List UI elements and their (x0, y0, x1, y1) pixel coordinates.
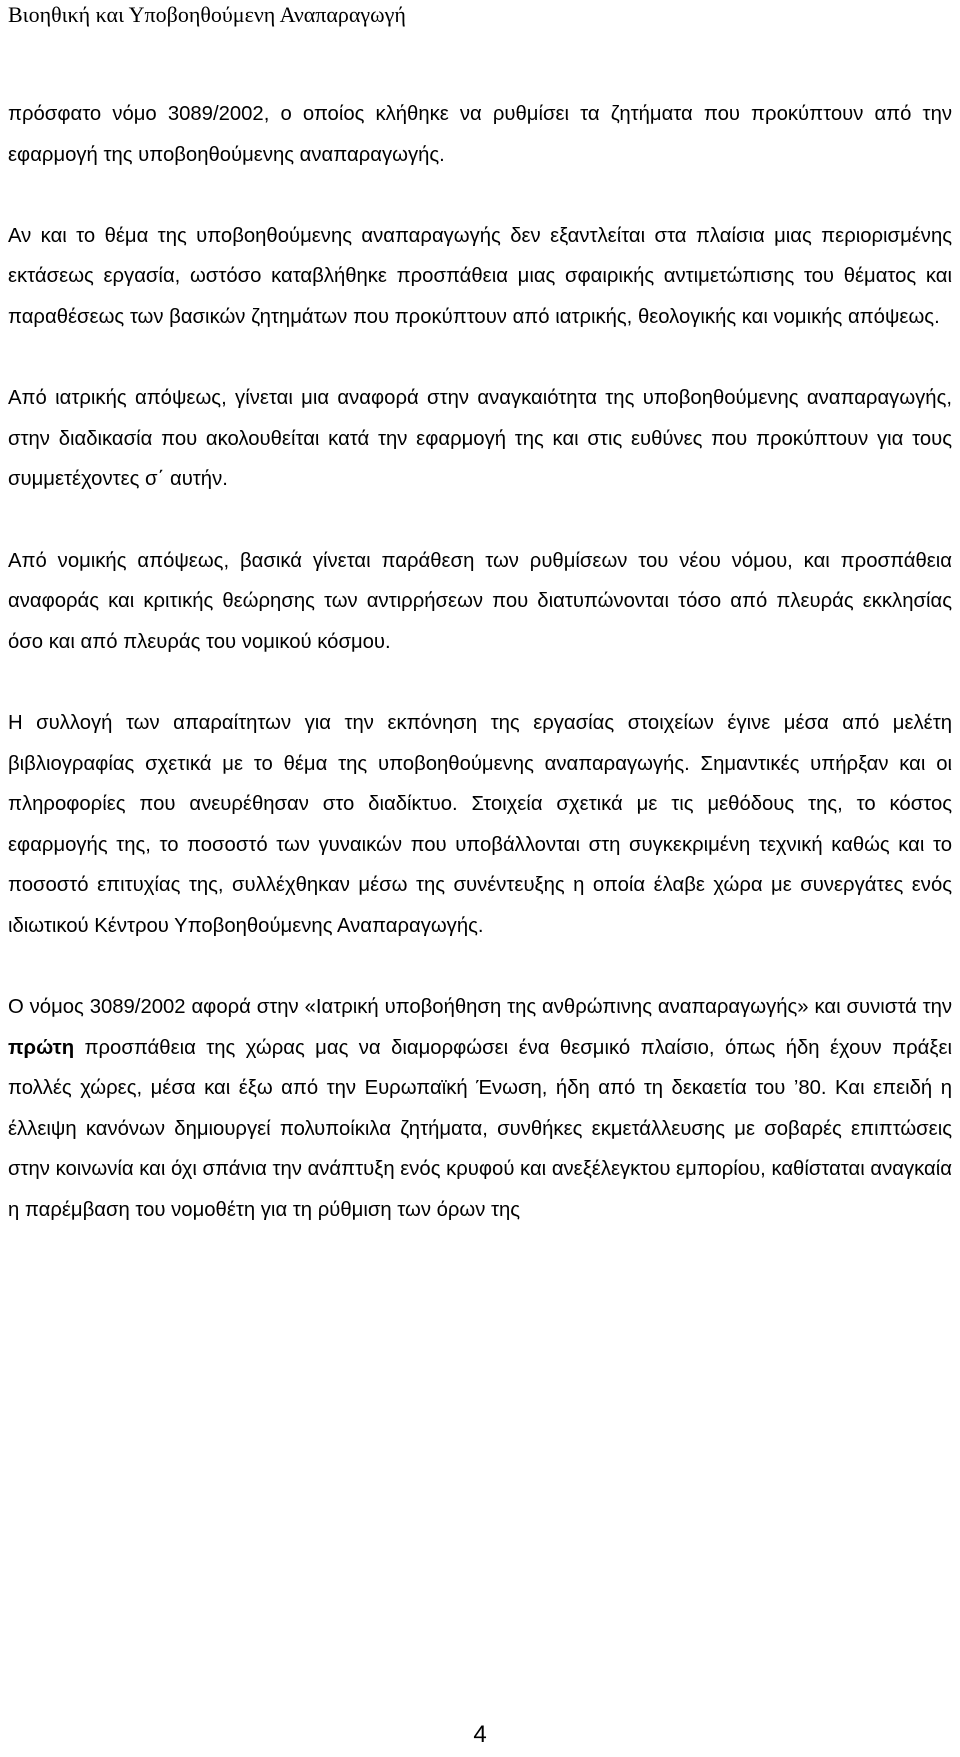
paragraph-medical-view: Από ιατρικής απόψεως, γίνεται μια αναφορά στην αναγκαιότητα της υποβοηθούμενης αναπαραγωγής, στην διαδικασία που ακολουθείται κατά την εφαρμογή της και στις ευθύνες που προκύπτουν για τους συμμετέχοντες σ΄ αυτήν. (8, 387, 952, 491)
paragraph-scope: Αν και το θέμα της υποβοηθούμενης αναπαραγωγής δεν εξαντλείται στα πλαίσια μιας περιορισμένης εκτάσεως εργασία, ωστόσο καταβλήθηκε προσπάθεια μιας σφαιρικής αντιμετώπισης του θέματος και παραθέσεως των βασικών ζητημάτων που προκύπτουν από ιατρικής, θεολογικής και νομικής απόψεως. (8, 224, 952, 328)
running-header-title: Βιοηθική και Υποβοηθούμενη Αναπαραγωγή (8, 2, 406, 27)
document-body (8, 94, 952, 1231)
paragraph-intro-continuation: πρόσφατο νόμο 3089/2002, ο οποίος κλήθηκε να ρυθμίσει τα ζητήματα που προκύπτουν από την εφαρμογή της υποβοηθούμενης αναπαραγωγής. (8, 103, 952, 166)
paragraph-legal-view: Από νομικής απόψεως, βασικά γίνεται παράθεση των ρυθμίσεων του νέου νόμου, και προσπάθεια αναφοράς και κριτικής θεώρησης των αντιρρήσεων που διατυπώνονται τόσο από πλευράς εκκλησίας όσο και από πλευράς του νομικού κόσμου. (8, 549, 952, 653)
page-number: 4 (473, 1721, 487, 1748)
law-paragraph-text-end: προσπάθεια της χώρας μας να διαμορφώσει ένα θεσμικό πλαίσιο, όπως ήδη έχουν πράξει πολλές χώρες, μέσα και έξω από την Ευρωπαϊκή Ένωση, ήδη από τη δεκαετία του ’80. Και επειδή η έλλειψη κανόνων δημιουργεί πολυποίκιλα ζητήματα, συνθήκες εκμετάλλευσης με σοβαρές επιπτώσεις στην κοινωνία και όχι σπάνια την ανάπτυξη ενός κρυφού και ανεξέλεγκτου εμπορίου, καθίσταται αναγκαία η παρέμβαση του νομοθέτη για τη ρύθμιση των όρων της (8, 1036, 952, 1222)
law-paragraph-text-start: Ο νόμος 3089/2002 αφορά στην «Ιατρική υποβοήθηση της ανθρώπινης αναπαραγωγής» και συνιστά την (8, 996, 952, 1019)
paragraph-methodology: Η συλλογή των απαραίτητων για την εκπόνηση της εργασίας στοιχείων έγινε μέσα από μελέτη βιβλιογραφίας σχετικά με το θέμα της υποβοηθούμενης αναπαραγωγής. Σημαντικές υπήρξαν και οι πληροφορίες που ανευρέθησαν στο διαδίκτυο. Στοιχεία σχετικά με τις μεθόδους της, το κόστος εφαρμογής της, το ποσοστό των γυναικών που υποβάλλονται στη συγκεκριμένη τεχνική καθώς και το ποσοστό επιτυχίας της, συλλέχθηκαν μέσω της συνέντευξης η οποία έλαβε χώρα με συνεργάτες ενός ιδιωτικού Κέντρου Υποβοηθούμενης Αναπαραγωγής. (8, 711, 952, 937)
paragraph-law-3089 (8, 987, 952, 1231)
law-paragraph-bold-word: πρώτη (8, 1036, 75, 1059)
